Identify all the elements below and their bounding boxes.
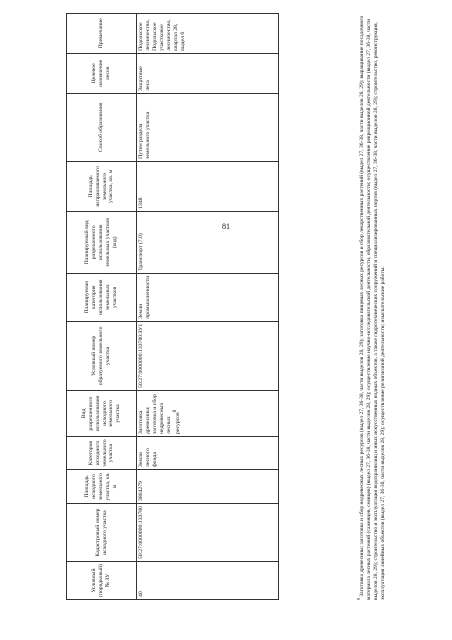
footnote	[356, 15, 387, 600]
land-plot-table	[66, 13, 279, 600]
header-cell: Планируемая категория использования земельных участков	[67, 273, 137, 321]
header-cell: Условный (порядковый) № ЗУ	[67, 562, 137, 600]
header-cell: Категория исходного земельного участка	[67, 437, 137, 470]
footnote-mark: 8	[172, 409, 178, 413]
header-cell: Способ образования	[67, 93, 137, 161]
cell-note: Подольское лесничество, Подольское участковое лесничество, квартал 28, выдел 6	[137, 13, 279, 53]
cell-category: Земли лесного фонда	[137, 437, 279, 470]
cell-cadastral-number: 50:27:0000000:133780	[137, 504, 279, 562]
header-cell: Вид разрешенного использования исходного земельного участка	[67, 391, 137, 437]
header-cell: Кадастровый номер исходного участка	[67, 504, 137, 562]
cell-planned-use: Транспорт (7.0)	[137, 211, 279, 273]
cell-planned-category: Земли промышленности	[137, 273, 279, 321]
table-header-row	[67, 13, 137, 599]
page-number: 81	[222, 222, 230, 231]
footnote-mark: 8	[356, 598, 361, 600]
header-cell: Условный номер образуемого земельного участка	[67, 321, 137, 390]
rotated-page-content	[56, 12, 428, 606]
header-cell: Площадь исходного земельного участка, кв. м	[67, 470, 137, 504]
cell-plot-number: 40	[137, 562, 279, 600]
cell-formation-method: Путем раздела земельного участка	[137, 93, 279, 161]
cell-new-number: 50:27:0000000:133780:ЗУ1	[137, 321, 279, 390]
header-cell: Целевое назначение лесов	[67, 53, 137, 93]
header-cell: Площадь испрашиваемого земельного участка, кв. м	[67, 161, 137, 211]
cell-area: 3804279	[137, 470, 279, 504]
cell-requested-area: 1348	[137, 161, 279, 211]
table-row	[137, 13, 279, 599]
header-cell: Планируемый вид разрешенного использования земельных участков (код)	[67, 211, 137, 273]
header-cell: Примечание	[67, 13, 137, 53]
cell-forest-purpose: Защитные леса	[137, 53, 279, 93]
footnote-text: Заготовка древесины; заготовка и сбор недревесных лесных ресурсов (выдел 27, 36-38, части выделов 28, 29); заготовка пищевых лесных ресурсов и сбор лекарственных растений (выдел 27, 36-38, части выделов 28, 29); выращивание посадочного материала лесных растений (саженцев, сеянцев) (выдел 27, 36-38, части выделов 28, 29); осуществление научно-исследовательской деятельности, образовательной деятельности; осуществление рекреационной деятельности (выдел 27, 36-38, части выделов 28, 29); строительство и эксплуатация водохранилищ и иных искусственных водных объектов, а также гидротехнических сооружений и специализированных портов (выдел 27, 36-38, части выделов 28, 29); строительство, реконструкция, эксплуатация линейных объектов (выдел 27, 36-38, части выделов 28, 29); осуществление религиозной деятельности; изыскательские работы.	[358, 15, 386, 600]
cell-permitted-use: Заготовка древесины; заготовка и сбор недревесных лесных ресурсов$^8$	[137, 391, 279, 437]
